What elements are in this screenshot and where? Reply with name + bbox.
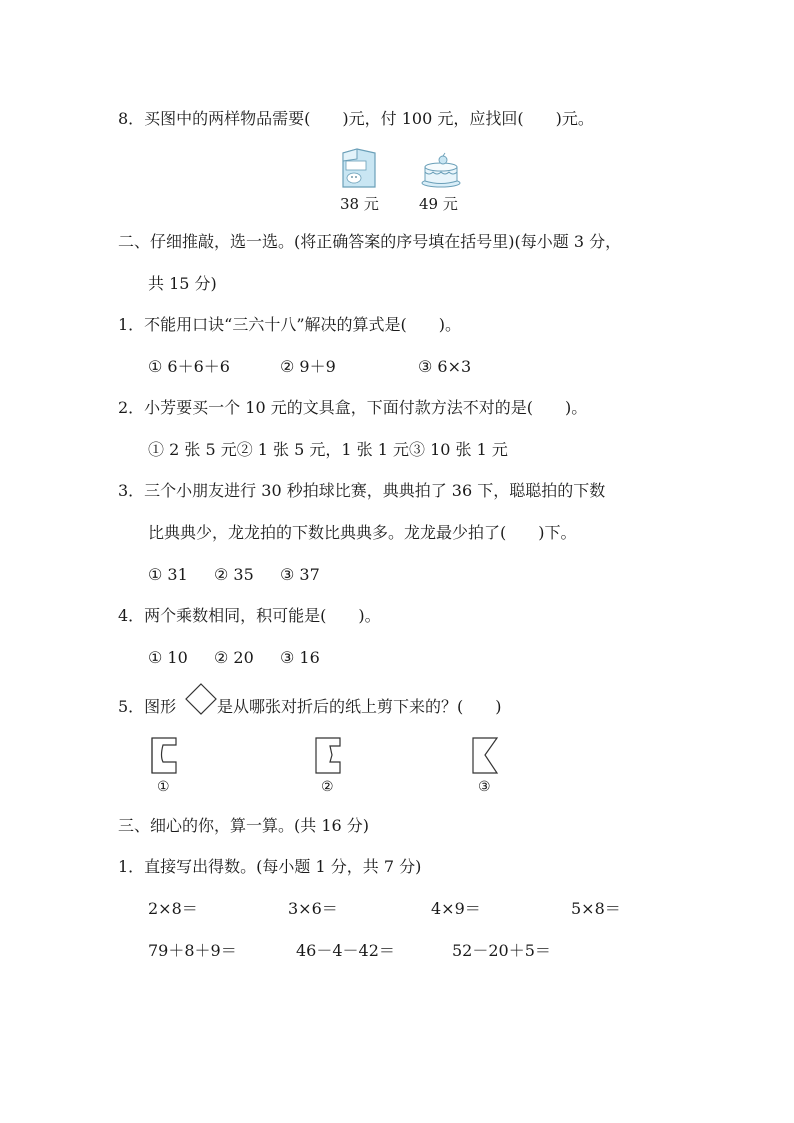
- folded-paper-option-3: [471, 737, 501, 775]
- item2-price: 49 元: [419, 195, 458, 213]
- question-3-option-3: ③ 37: [280, 565, 320, 584]
- question-4-option-1: ① 10: [148, 648, 188, 667]
- question-5-option-2: ②: [321, 779, 334, 795]
- question-2-text: 2．小芳要买一个 10 元的文具盒，下面付款方法不对的是( )。: [118, 398, 588, 417]
- question-5-option-1: ①: [157, 779, 170, 795]
- section3-sub1: 1．直接写出得数。(每小题 1 分，共 7 分): [118, 857, 422, 876]
- calc-5x8: 5×8＝: [571, 899, 621, 918]
- question-3-option-1: ① 31: [148, 565, 188, 584]
- section2-heading-cont: 共 15 分): [148, 274, 217, 293]
- question-1-option-2: ② 9＋9: [280, 357, 336, 376]
- section3-heading: 三、细心的你，算一算。(共 16 分): [118, 816, 370, 835]
- calc-52-20-5: 52－20＋5＝: [452, 941, 551, 960]
- question-5-option-3: ③: [478, 779, 491, 795]
- question-1-option-3: ③ 6×3: [418, 357, 472, 376]
- cake-image: [420, 153, 462, 189]
- folded-paper-option-2: [314, 737, 344, 775]
- folded-paper-option-1: [150, 737, 180, 775]
- question-4-option-3: ③ 16: [280, 648, 320, 667]
- item1-price: 38 元: [340, 195, 379, 213]
- calc-3x6: 3×6＝: [288, 899, 338, 918]
- calc-4x9: 4×9＝: [431, 899, 481, 918]
- question-1-option-1: ① 6＋6＋6: [148, 357, 230, 376]
- juice-box-image: [337, 147, 381, 191]
- question-5-text-after: 是从哪张对折后的纸上剪下来的？( ): [217, 697, 502, 716]
- question-1-text: 1．不能用口诀“三六十八”解决的算式是( )。: [118, 315, 462, 334]
- question-5-text-before: 5．图形: [118, 697, 177, 716]
- q8-text: 8．买图中的两样物品需要( )元，付 100 元，应找回( )元。: [118, 109, 594, 128]
- question-2-options: ① 2 张 5 元② 1 张 5 元，1 张 1 元③ 10 张 1 元: [148, 440, 508, 459]
- section2-heading: 二、仔细推敲，选一选。(将正确答案的序号填在括号里)(每小题 3 分，: [118, 232, 622, 251]
- calc-79-8-9: 79＋8＋9＝: [148, 941, 237, 960]
- question-3-text-cont: 比典典少，龙龙拍的下数比典典多。龙龙最少拍了( )下。: [148, 523, 577, 542]
- diamond-shape-figure: [185, 683, 217, 715]
- question-3-option-2: ② 35: [214, 565, 254, 584]
- calc-2x8: 2×8＝: [148, 899, 198, 918]
- question-4-text: 4．两个乘数相同，积可能是( )。: [118, 606, 381, 625]
- question-4-option-2: ② 20: [214, 648, 254, 667]
- question-3-text: 3．三个小朋友进行 30 秒拍球比赛，典典拍了 36 下，聪聪拍的下数: [118, 481, 606, 500]
- calc-46-4-42: 46－4－42＝: [296, 941, 395, 960]
